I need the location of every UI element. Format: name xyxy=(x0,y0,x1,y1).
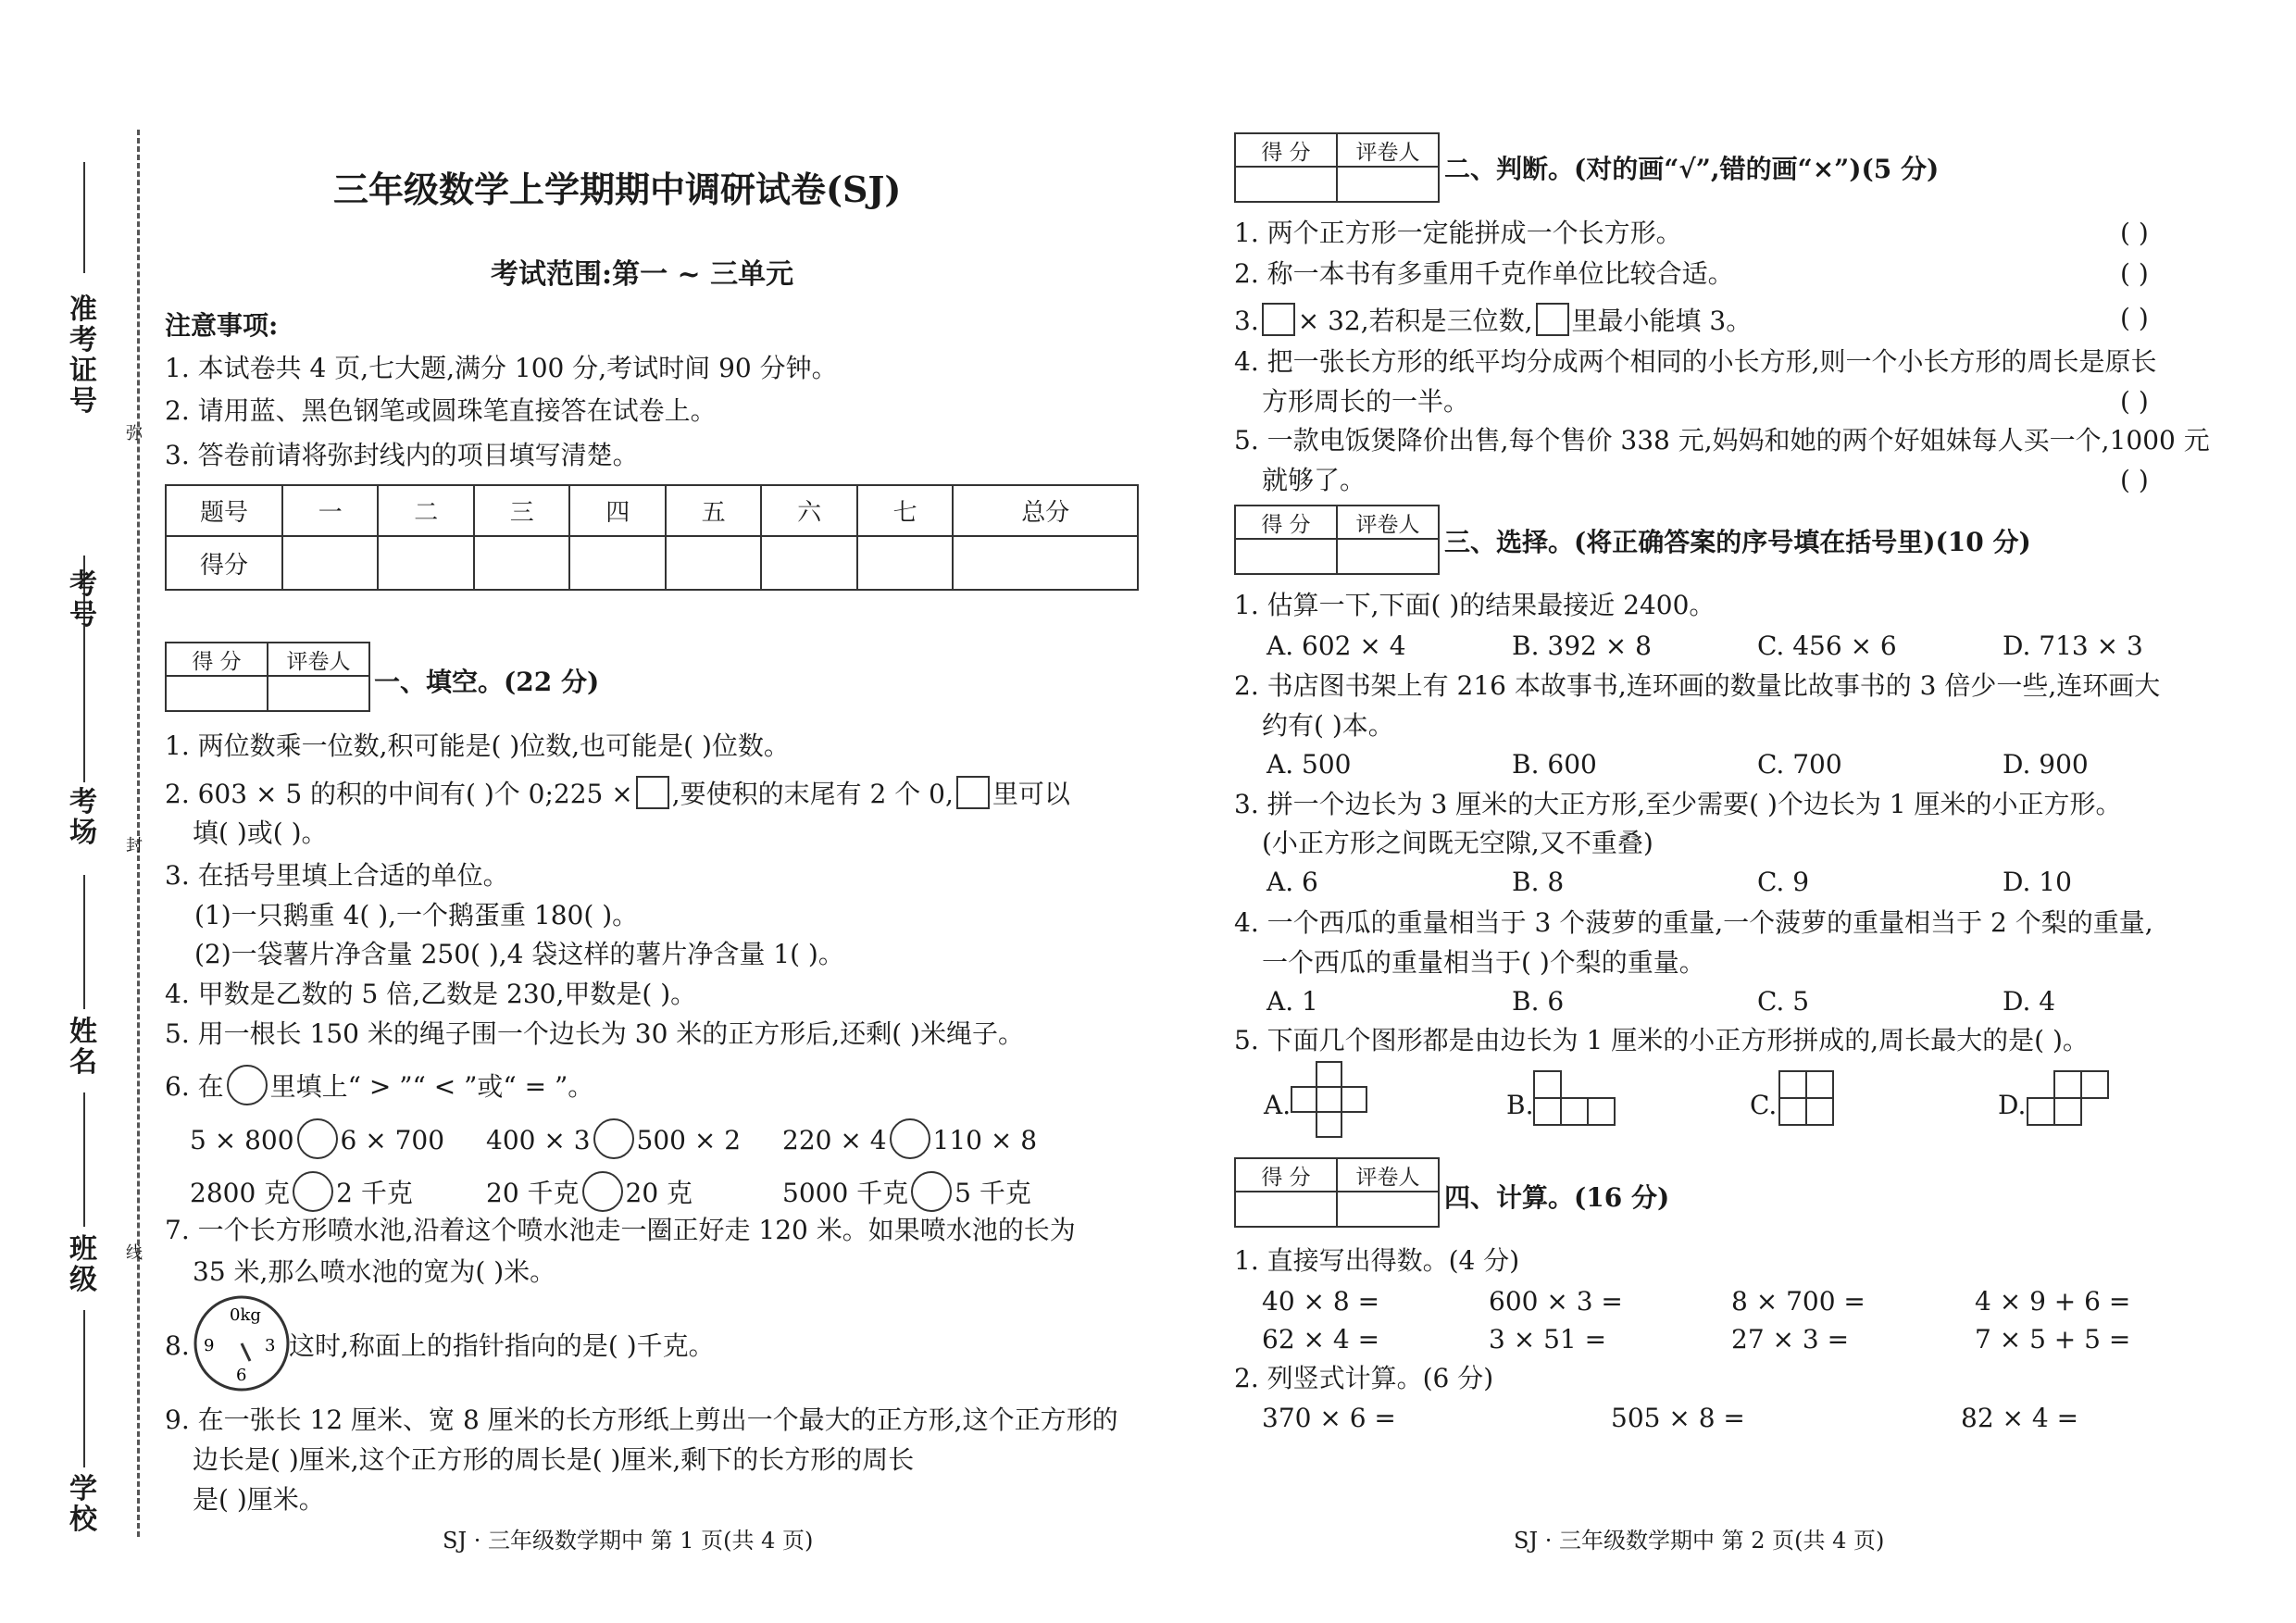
exam-room-label: 考场 xyxy=(69,786,97,849)
compare-circle[interactable] xyxy=(227,1065,268,1105)
seal-char-xian: 线 xyxy=(126,1243,143,1263)
compare-item xyxy=(486,1118,741,1159)
compare-left: 5000 千克 xyxy=(782,1178,909,1208)
compare-right: 500 × 2 xyxy=(636,1125,742,1155)
option: A. 1 xyxy=(1267,986,1318,1017)
option: B. 600 xyxy=(1512,749,1597,780)
compare-circle[interactable] xyxy=(890,1118,930,1159)
s1-q3-2: (2)一袋薯片净含量 250( ),4 袋这样的薯片净含量 1( )。 xyxy=(194,939,844,969)
calc-item: 600 × 3 = xyxy=(1489,1286,1623,1317)
calc-item: 7 × 5 + 5 = xyxy=(1975,1324,2131,1355)
exam-scope: 考试范围:第一 ~ 三单元 xyxy=(491,258,794,291)
calc-item: 505 × 8 = xyxy=(1611,1403,1745,1433)
section-3-title: 三、选择。(将正确答案的序号填在括号里)(10 分) xyxy=(1444,527,2031,557)
grader-name-label: 评卷人 xyxy=(1337,1158,1439,1192)
option: D. 4 xyxy=(2003,986,2056,1017)
option: C. 456 × 6 xyxy=(1757,630,1897,661)
s3-q1: 1. 估算一下,下面( )的结果最接近 2400。 xyxy=(1234,590,1716,620)
score-input-cell[interactable] xyxy=(761,536,856,590)
answer-paren[interactable]: ( ) xyxy=(2120,303,2149,333)
option: A. 500 xyxy=(1267,749,1352,780)
option: B. xyxy=(1506,1090,1534,1120)
calc-item: 27 × 3 = xyxy=(1731,1324,1850,1355)
option: B. 392 × 8 xyxy=(1512,630,1652,661)
option: C. xyxy=(1750,1090,1778,1120)
scale-mark-top: 0kg xyxy=(230,1305,261,1325)
score-table-header-row xyxy=(166,485,1138,536)
compare-left: 400 × 3 xyxy=(486,1125,591,1155)
option: A. 6 xyxy=(1267,867,1318,897)
scale-pointer xyxy=(242,1343,250,1361)
compare-left: 5 × 800 xyxy=(190,1125,294,1155)
score-table-cell: 五 xyxy=(666,485,761,536)
blank-box[interactable] xyxy=(1536,303,1569,336)
score-table-cell: 三 xyxy=(474,485,569,536)
option: C. 5 xyxy=(1757,986,1810,1017)
calc-item: 8 × 700 = xyxy=(1731,1286,1866,1317)
grader-score-label: 得 分 xyxy=(166,643,268,676)
s1-q7-line1: 7. 一个长方形喷水池,沿着这个喷水池走一圈正好走 120 米。如果喷水池的长为 xyxy=(165,1215,1076,1245)
s3-q4-line1: 4. 一个西瓜的重量相当于 3 个菠萝的重量,一个菠萝的重量相当于 2 个梨的重量, xyxy=(1234,907,2153,938)
grader-name-label: 评卷人 xyxy=(1337,506,1439,539)
score-table-cell: 一 xyxy=(282,485,378,536)
s1-q1: 1. 两位数乘一位数,积可能是( )位数,也可能是( )位数。 xyxy=(165,730,790,761)
option: D. xyxy=(1998,1090,2027,1120)
shape-c-icon xyxy=(1778,1069,1835,1127)
compare-right: 5 千克 xyxy=(955,1178,1031,1208)
s2-q3 xyxy=(1234,303,1752,336)
s2-q3-part-a: 3. xyxy=(1234,306,1259,336)
s3-q4-line2: 一个西瓜的重量相当于( )个梨的重量。 xyxy=(1262,947,1705,978)
s2-q5-line1: 5. 一款电饭煲降价出售,每个售价 338 元,妈妈和她的两个好姐妹每人买一个,1000 元 xyxy=(1234,425,2210,456)
page-title: 三年级数学上学期期中调研试卷(SJ) xyxy=(333,169,902,210)
s1-q3: 3. 在括号里填上合适的单位。 xyxy=(165,860,509,891)
grader-name-input[interactable] xyxy=(268,676,369,711)
note-3: 3. 答卷前请将弥封线内的项目填写清楚。 xyxy=(165,440,639,470)
compare-left: 220 × 4 xyxy=(782,1125,887,1155)
page-2-footer: SJ · 三年级数学期中 第 2 页(共 4 页) xyxy=(1514,1528,1885,1554)
calc-item: 4 × 9 + 6 = xyxy=(1975,1286,2131,1317)
option: D. 900 xyxy=(2003,749,2089,780)
exam-number-label: 考号 xyxy=(69,568,97,631)
exam-room-line[interactable] xyxy=(83,648,85,782)
blank-box[interactable] xyxy=(956,776,990,809)
s1-q2 xyxy=(165,776,1070,809)
section-1-title: 一、填空。(22 分) xyxy=(374,667,600,697)
calc-item: 62 × 4 = xyxy=(1262,1324,1380,1355)
score-row-label: 得分 xyxy=(166,536,282,590)
compare-left: 2800 克 xyxy=(190,1178,291,1208)
score-input-cell[interactable] xyxy=(953,536,1138,590)
answer-paren[interactable]: ( ) xyxy=(2120,218,2149,248)
notes-heading: 注意事项: xyxy=(165,310,279,341)
calc-item: 370 × 6 = xyxy=(1262,1403,1396,1433)
option: D. 10 xyxy=(2003,867,2072,897)
school-line[interactable] xyxy=(83,1310,85,1467)
score-table-cell: 题号 xyxy=(166,485,282,536)
grader-score-input[interactable] xyxy=(1235,167,1337,202)
s4-q2: 2. 列竖式计算。(6 分) xyxy=(1234,1363,1494,1393)
grader-score-input[interactable] xyxy=(1235,1192,1337,1227)
compare-right: 2 千克 xyxy=(336,1178,413,1208)
s2-q4-line1: 4. 把一张长方形的纸平均分成两个相同的小长方形,则一个小长方形的周长是原长 xyxy=(1234,346,2157,377)
exam-id-line[interactable] xyxy=(83,162,85,273)
class-label: 班级 xyxy=(69,1233,97,1296)
option: C. 700 xyxy=(1757,749,1842,780)
s4-q1: 1. 直接写出得数。(4 分) xyxy=(1234,1245,1520,1276)
grader-name-label: 评卷人 xyxy=(268,643,369,676)
s2-q5-line2: 就够了。 xyxy=(1262,465,1366,495)
s1-q6-part-b: 里填上“ > ”“ < ”或“ = ”。 xyxy=(269,1071,594,1102)
compare-circle[interactable] xyxy=(911,1171,952,1212)
calc-item: 40 × 8 = xyxy=(1262,1286,1380,1317)
s1-q9-line3: 是( )厘米。 xyxy=(193,1484,325,1515)
name-line[interactable] xyxy=(83,875,85,1009)
s1-q2-part-c: 里可以 xyxy=(992,779,1070,809)
exam-id-label: 准考证号 xyxy=(69,293,97,418)
s3-q3-line1: 3. 拼一个边长为 3 厘米的大正方形,至少需要( )个边长为 1 厘米的小正方形。 xyxy=(1234,789,2122,819)
seal-char-mi: 弥 xyxy=(126,424,143,443)
shape-a-icon xyxy=(1290,1060,1369,1140)
score-input-cell[interactable] xyxy=(378,536,473,590)
scale-mark-bottom: 6 xyxy=(236,1366,247,1385)
score-table-cell: 四 xyxy=(569,485,665,536)
s2-q3-part-c: 里最小能填 3。 xyxy=(1571,306,1753,336)
s3-q2-line2: 约有( )本。 xyxy=(1262,710,1394,741)
page-1-footer: SJ · 三年级数学期中 第 1 页(共 4 页) xyxy=(443,1528,814,1554)
seal-dashed-line xyxy=(137,130,140,1537)
section-2-title: 二、判断。(对的画“√”,错的画“×”)(5 分) xyxy=(1444,154,1940,184)
scale-mark-left: 9 xyxy=(204,1336,215,1355)
s2-q3-part-b: × 32,若积是三位数, xyxy=(1297,306,1533,336)
grader-score-label: 得 分 xyxy=(1235,1158,1337,1192)
score-table-cell: 六 xyxy=(761,485,856,536)
s3-q5: 5. 下面几个图形都是由边长为 1 厘米的小正方形拼成的,周长最大的是( )。 xyxy=(1234,1025,2089,1055)
compare-item xyxy=(782,1171,1031,1212)
s1-q3-1: (1)一只鹅重 4( ),一个鹅蛋重 180( )。 xyxy=(194,900,639,930)
s2-q1: 1. 两个正方形一定能拼成一个长方形。 xyxy=(1234,218,1682,248)
score-table-cell: 总分 xyxy=(953,485,1138,536)
compare-item xyxy=(486,1171,693,1212)
s2-q4-line2: 方形周长的一半。 xyxy=(1262,386,1470,417)
calc-item: 3 × 51 = xyxy=(1489,1324,1607,1355)
grader-name-input[interactable] xyxy=(1337,1192,1439,1227)
answer-paren[interactable]: ( ) xyxy=(2120,258,2149,289)
option: A. 602 × 4 xyxy=(1267,630,1406,661)
compare-item xyxy=(190,1118,444,1159)
s1-q9-line2: 边长是( )厘米,这个正方形的周长是( )厘米,剩下的长方形的周长 xyxy=(193,1444,915,1475)
compare-right: 20 克 xyxy=(625,1178,693,1208)
score-summary-table xyxy=(165,484,1139,591)
note-1: 1. 本试卷共 4 页,七大题,满分 100 分,考试时间 90 分钟。 xyxy=(165,353,838,383)
s3-q2-line1: 2. 书店图书架上有 216 本故事书,连环画的数量比故事书的 3 倍少一些,连环画大 xyxy=(1234,670,2161,701)
shape-b-icon xyxy=(1532,1069,1616,1127)
grader-score-label: 得 分 xyxy=(1235,133,1337,167)
score-input-cell[interactable] xyxy=(666,536,761,590)
grader-name-label: 评卷人 xyxy=(1337,133,1439,167)
s1-q4: 4. 甲数是乙数的 5 倍,乙数是 230,甲数是( )。 xyxy=(165,979,697,1009)
grader-score-input[interactable] xyxy=(1235,539,1337,574)
grader-box-sec1 xyxy=(165,642,370,712)
blank-box[interactable] xyxy=(1262,303,1295,336)
score-table-cell: 七 xyxy=(857,485,953,536)
blank-box[interactable] xyxy=(636,776,669,809)
compare-circle[interactable] xyxy=(297,1118,338,1159)
compare-item xyxy=(782,1118,1037,1159)
s1-q2-part-a: 2. 603 × 5 的积的中间有( )个 0;225 × xyxy=(165,779,633,809)
score-input-cell[interactable] xyxy=(474,536,569,590)
scale-dial-icon xyxy=(191,1292,293,1394)
compare-item xyxy=(190,1171,413,1212)
option: D. 713 × 3 xyxy=(2003,630,2143,661)
option: A. xyxy=(1264,1090,1292,1120)
grader-score-input[interactable] xyxy=(166,676,268,711)
s1-q2-line2: 填( )或( )。 xyxy=(193,818,328,848)
option: B. 6 xyxy=(1512,986,1565,1017)
shape-d-icon xyxy=(2026,1069,2111,1127)
answer-paren[interactable]: ( ) xyxy=(2120,386,2149,417)
section-4-title: 四、计算。(16 分) xyxy=(1444,1182,1670,1213)
compare-right: 6 × 700 xyxy=(340,1125,445,1155)
compare-circle[interactable] xyxy=(293,1171,333,1212)
compare-circle[interactable] xyxy=(582,1171,623,1212)
compare-right: 110 × 8 xyxy=(932,1125,1038,1155)
answer-paren[interactable]: ( ) xyxy=(2120,465,2149,495)
name-label: 姓名 xyxy=(69,1016,97,1079)
s1-q8-number: 8. xyxy=(165,1330,190,1361)
grader-score-label: 得 分 xyxy=(1235,506,1337,539)
grader-box-sec2 xyxy=(1234,132,1440,203)
note-2: 2. 请用蓝、黑色钢笔或圆珠笔直接答在试卷上。 xyxy=(165,395,717,426)
school-label: 学校 xyxy=(69,1473,97,1536)
class-line[interactable] xyxy=(83,1092,85,1227)
score-input-cell[interactable] xyxy=(857,536,953,590)
grader-name-input[interactable] xyxy=(1337,167,1439,202)
s3-q3-line2: (小正方形之间既无空隙,又不重叠) xyxy=(1262,828,1653,858)
score-table-cell: 二 xyxy=(378,485,473,536)
grader-box-sec3 xyxy=(1234,505,1440,575)
s1-q7-line2: 35 米,那么喷水池的宽为( )米。 xyxy=(193,1256,556,1287)
s1-q6-part-a: 6. 在 xyxy=(165,1071,224,1102)
s1-q2-part-b: ,要使积的末尾有 2 个 0, xyxy=(671,779,954,809)
option: B. 8 xyxy=(1512,867,1565,897)
seal-char-feng: 封 xyxy=(126,836,143,855)
s1-q5: 5. 用一根长 150 米的绳子围一个边长为 30 米的正方形后,还剩( )米绳子。 xyxy=(165,1018,1024,1049)
compare-left: 20 千克 xyxy=(486,1178,580,1208)
score-input-cell[interactable] xyxy=(569,536,665,590)
grader-box-sec4 xyxy=(1234,1157,1440,1228)
s2-q2: 2. 称一本书有多重用千克作单位比较合适。 xyxy=(1234,258,1734,289)
s1-q8-text: 这时,称面上的指针指向的是( )千克。 xyxy=(289,1330,715,1361)
scale-mark-right: 3 xyxy=(265,1336,276,1355)
option: C. 9 xyxy=(1757,867,1810,897)
s1-q9-line1: 9. 在一张长 12 厘米、宽 8 厘米的长方形纸上剪出一个最大的正方形,这个正方形的 xyxy=(165,1405,1118,1435)
calc-item: 82 × 4 = xyxy=(1961,1403,2079,1433)
grader-name-input[interactable] xyxy=(1337,539,1439,574)
compare-circle[interactable] xyxy=(593,1118,634,1159)
score-table-score-row xyxy=(166,536,1138,590)
score-input-cell[interactable] xyxy=(282,536,378,590)
s1-q6 xyxy=(165,1065,593,1105)
